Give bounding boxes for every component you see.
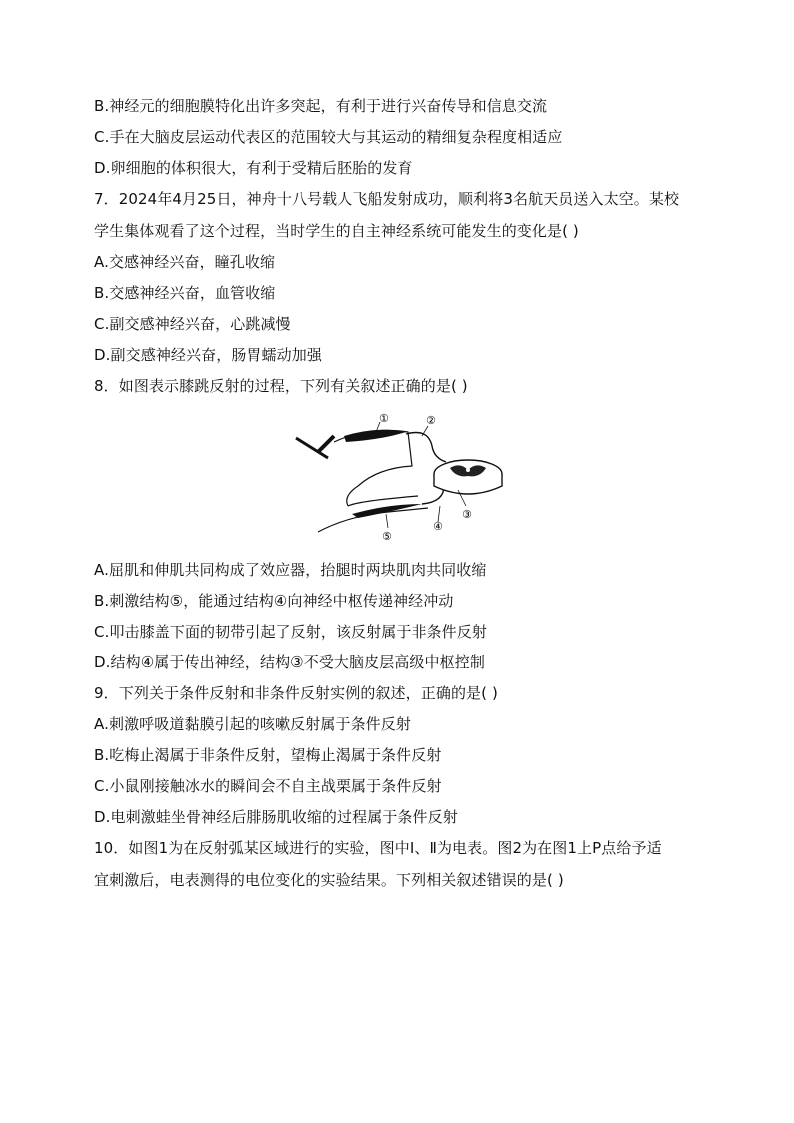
option-9d: D.电刺激蛙坐骨神经后腓肠肌收缩的过程属于条件反射 bbox=[94, 808, 458, 826]
option-9a: A.刺激呼吸道黏膜引起的咳嗽反射属于条件反射 bbox=[94, 715, 411, 733]
option-9b: B.吃梅止渴属于非条件反射，望梅止渴属于条件反射 bbox=[94, 746, 442, 764]
label-5: ⑤ bbox=[382, 530, 392, 543]
line-6d: D.卵细胞的体积很大，有利于受精后胚胎的发育 bbox=[94, 159, 413, 177]
upper-leg-outline bbox=[334, 430, 412, 506]
option-7d: D.副交感神经兴奋，肠胃蠕动加强 bbox=[94, 346, 322, 364]
option-8a: A.屈肌和伸肌共同构成了效应器，抬腿时两块肌肉共同收缩 bbox=[94, 561, 487, 579]
line-6b: B.神经元的细胞膜特化出许多突起，有利于进行兴奋传导和信息交流 bbox=[94, 97, 548, 115]
question-10-stem-2: 宜刺激后，电表测得的电位变化的实验结果。下列相关叙述错误的是( ) bbox=[94, 871, 564, 889]
option-7a: A.交感神经兴奋，瞳孔收缩 bbox=[94, 253, 276, 271]
label-1: ① bbox=[379, 412, 389, 425]
question-9-stem: 9．下列关于条件反射和非条件反射实例的叙述，正确的是( ) bbox=[94, 684, 498, 702]
hammer-head bbox=[318, 436, 334, 452]
option-8b: B.刺激结构⑤，能通过结构④向神经中枢传递神经冲动 bbox=[94, 592, 454, 610]
spinal-cord-side bbox=[434, 474, 502, 494]
option-8c: C.叩击膝盖下面的韧带引起了反射，该反射属于非条件反射 bbox=[94, 623, 487, 641]
question-7-stem-1: 7．2024年4月25日，神舟十八号载人飞船发射成功，顺利将3名航天员送入太空。某校 bbox=[94, 190, 680, 208]
nerve-structure-2 bbox=[406, 433, 446, 463]
line-6c: C.手在大脑皮层运动代表区的范围较大与其运动的精细复杂程度相适应 bbox=[94, 128, 563, 146]
knee-jerk-reflex-figure bbox=[288, 406, 514, 546]
question-7-stem-2: 学生集体观看了这个过程，当时学生的自主神经系统可能发生的变化是( ) bbox=[94, 222, 579, 240]
option-9c: C.小鼠刚接触冰水的瞬间会不自主战栗属于条件反射 bbox=[94, 777, 442, 795]
muscle-structure-5 bbox=[352, 504, 422, 518]
reflex-arc-diagram bbox=[288, 406, 514, 546]
option-7b: B.交感神经兴奋，血管收缩 bbox=[94, 284, 276, 302]
question-10-stem-1: 10．如图1为在反射弧某区域进行的实验，图中Ⅰ、Ⅱ为电表。图2为在图1上P点给予适 bbox=[94, 839, 662, 857]
option-8d: D.结构④属于传出神经，结构③不受大脑皮层高级中枢控制 bbox=[94, 653, 485, 671]
central-canal bbox=[466, 468, 470, 472]
label-2: ② bbox=[426, 414, 436, 427]
label-4: ④ bbox=[433, 520, 443, 533]
option-7c: C.副交感神经兴奋，心跳减慢 bbox=[94, 315, 291, 333]
muscle-structure-1 bbox=[344, 430, 406, 442]
question-8-stem: 8．如图表示膝跳反射的过程，下列有关叙述正确的是( ) bbox=[94, 377, 468, 395]
label-3: ③ bbox=[462, 508, 472, 521]
